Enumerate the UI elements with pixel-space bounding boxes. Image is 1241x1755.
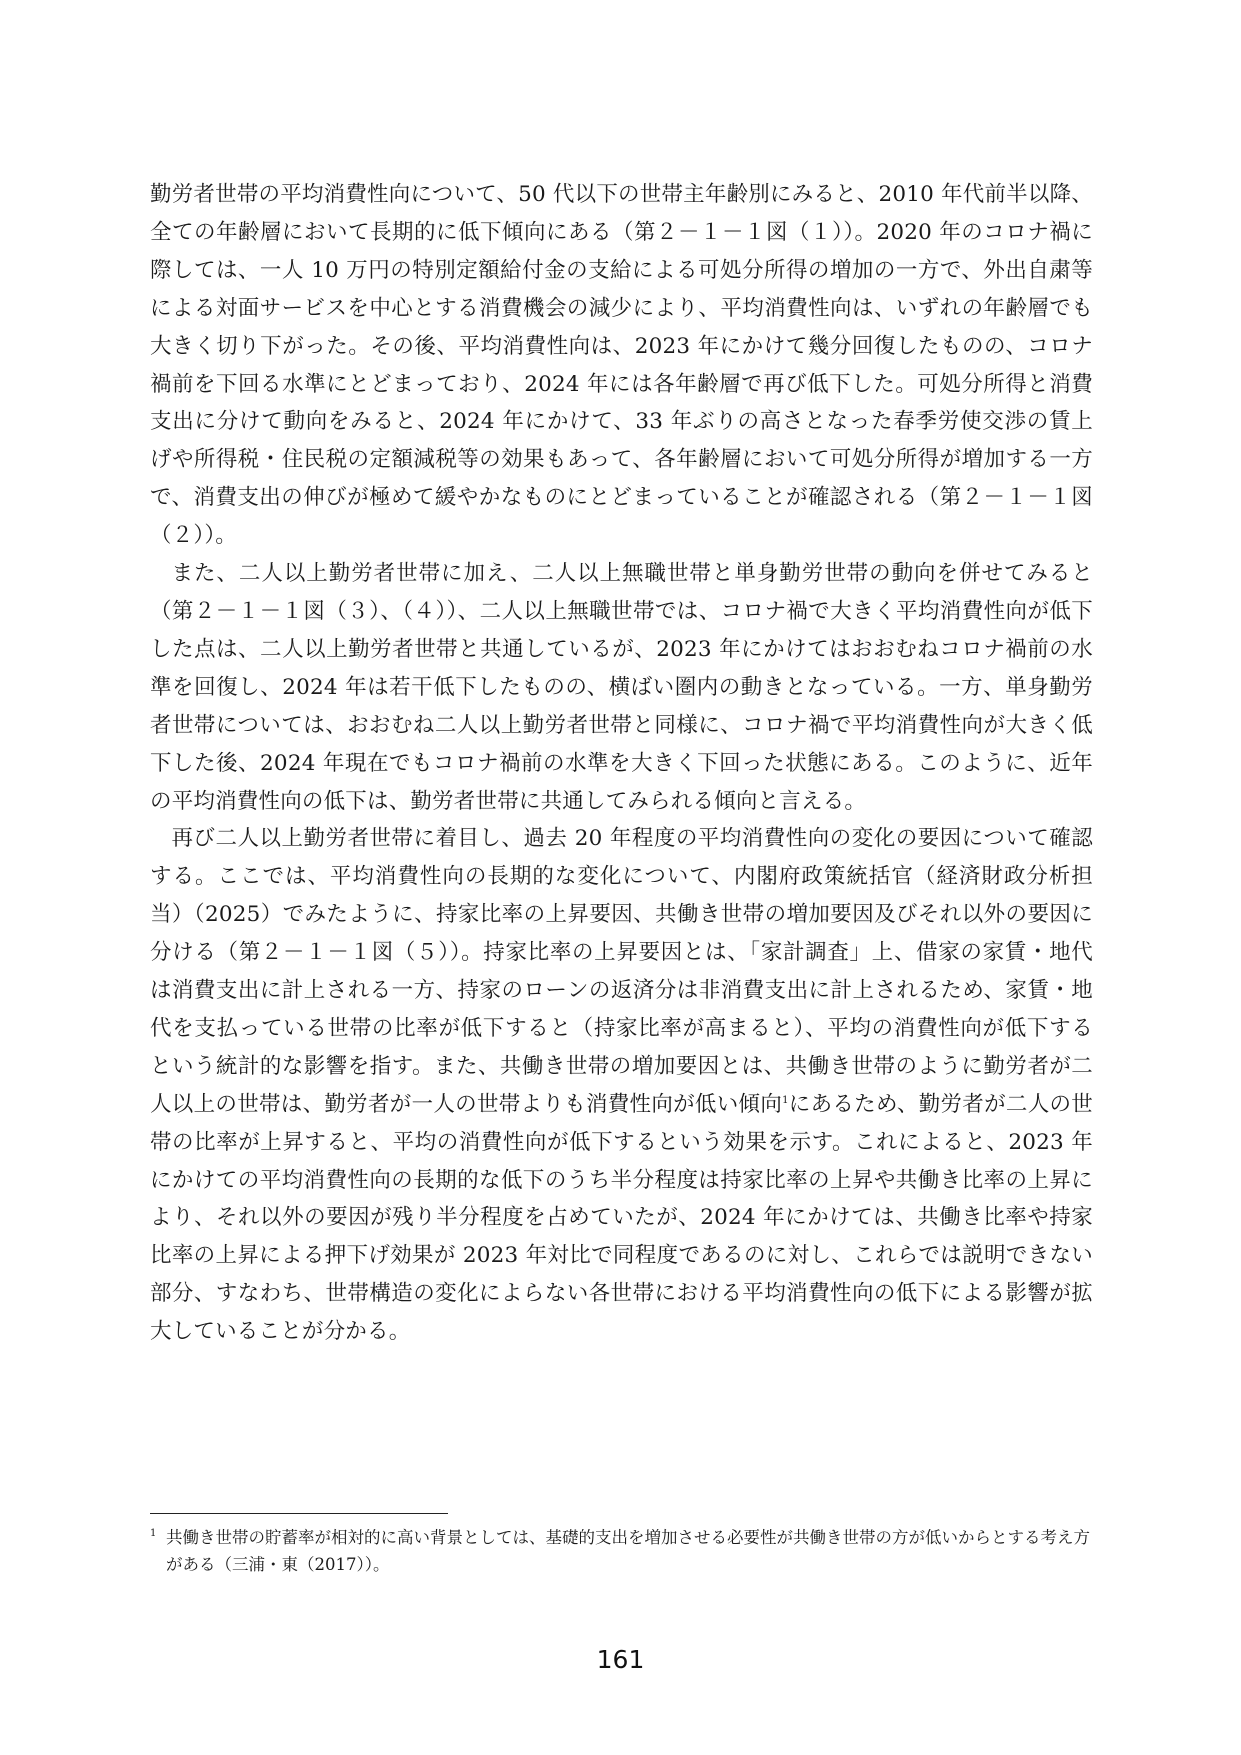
- page-number: 161: [596, 1645, 645, 1674]
- footnote-divider: [150, 1513, 448, 1514]
- paragraph-2: また、二人以上勤労者世帯に加え、二人以上無職世帯と単身勤労世帯の動向を併せてみると（第２－１－１図（３）、（４））、二人以上無職世帯では、コロナ禍で大きく平均消費性向が低下した点は、二人以上勤労者世帯と共通しているが、2023 年にかけてはおおむねコロナ禍前の水準を回復し、2024 年は若干低下したものの、横ばい圏内の動きとなっている。一方、単身勤労者世帯については、おおむね二人以上勤労者世帯と同様に、コロナ禍で平均消費性向が大きく低下した後、2024 年現在でもコロナ禍前の水準を大きく下回った状態にある。このように、近年の平均消費性向の低下は、勤労者世帯に共通してみられる傾向と言える。: [150, 561, 1093, 814]
- paragraph-3-text-after: にあるため、勤労者が二人の世帯の比率が上昇すると、平均の消費性向が低下するという効果を示す。これによると、2023 年にかけての平均消費性向の長期的な低下のうち半分程度は持家比率の上昇や共働き比率の上昇により、それ以外の要因が残り半分程度を占めていたが、2024 年にかけては、共働き比率や持家比率の上昇による押下げ効果が 2023 年対比で同程度であるのに対し、これらでは説明できない部分、すなわち、世帯構造の変化によらない各世帯における平均消費性向の低下による影響が拡大していることが分かる。: [150, 1091, 1093, 1345]
- paragraph-1: 勤労者世帯の平均消費性向について、50 代以下の世帯主年齢別にみると、2010 年代前半以降、全ての年齢層において長期的に低下傾向にある（第２－１－１図（１））。2020 年のコロナ禍に際しては、一人 10 万円の特別定額給付金の支給による可処分所得の増加の一方で、外出自粛等による対面サービスを中心とする消費機会の減少により、平均消費性向は、いずれの年齢層でも大きく切り下がった。その後、平均消費性向は、2023 年にかけて幾分回復したものの、コロナ禍前を下回る水準にとどまっており、2024 年には各年齢層で再び低下した。可処分所得と消費支出に分けて動向をみると、2024 年にかけて、33 年ぶりの高さとなった春季労使交渉の賃上げや所得税・住民税の定額減税等の効果もあって、各年齢層において可処分所得が増加する一方で、消費支出の伸びが極めて緩やかなものにとどまっていることが確認される（第２－１－１図（２））。: [150, 182, 1093, 549]
- body-text: [150, 176, 1093, 1351]
- footnote-mark: 1: [150, 1528, 157, 1539]
- footnote-text: 共働き世帯の貯蓄率が相対的に高い背景としては、基礎的支出を増加させる必要性が共働き世帯の方が低いからとする考え方がある（三浦・東（2017））。: [166, 1528, 1090, 1574]
- footnote: [150, 1524, 1093, 1578]
- footnote-reference[interactable]: 1: [782, 1094, 789, 1106]
- paragraph-3-text-before: 再び二人以上勤労者世帯に着目し、過去 20 年程度の平均消費性向の変化の要因について確認する。ここでは、平均消費性向の長期的な変化について、内閣府政策統括官（経済財政分析担当）（2025）でみたように、持家比率の上昇要因、共働き世帯の増加要因及びそれ以外の要因に分ける（第２－１－１図（５））。持家比率の上昇要因とは、「家計調査」上、借家の家賃・地代は消費支出に計上される一方、持家のローンの返済分は非消費支出に計上されるため、家賃・地代を支払っている世帯の比率が低下すると（持家比率が高まると）、平均の消費性向が低下するという統計的な影響を指す。また、共働き世帯の増加要因とは、共働き世帯のように勤労者が二人以上の世帯は、勤労者が一人の世帯よりも消費性向が低い傾向: [150, 826, 1093, 1117]
- paragraph-3: [150, 820, 1093, 1351]
